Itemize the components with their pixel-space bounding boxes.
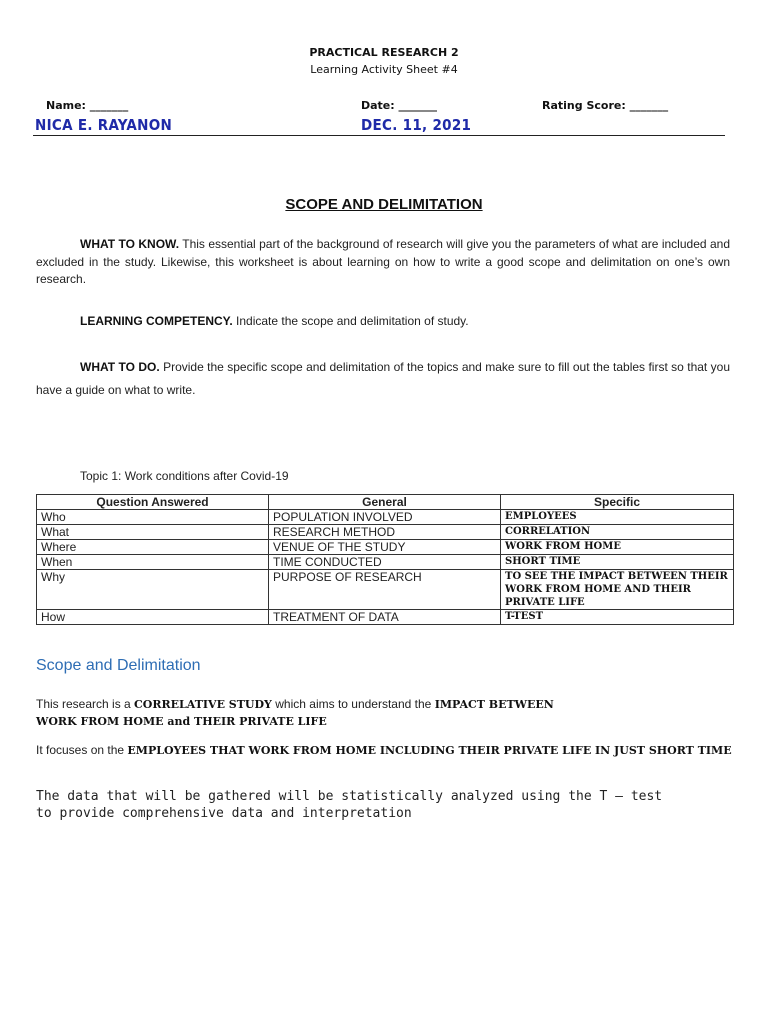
table-cell: PURPOSE OF RESEARCH (269, 570, 501, 610)
name-label: Name: _______ (46, 99, 129, 112)
table-cell: TIME CONDUCTED (269, 555, 501, 570)
scope-emphasis: WORK FROM HOME and THEIR PRIVATE LIFE (36, 715, 327, 728)
column-header: Specific (501, 495, 734, 510)
table-cell: VENUE OF THE STUDY (269, 540, 501, 555)
what-to-know-paragraph (36, 236, 730, 289)
table-cell: TREATMENT OF DATA (269, 610, 501, 625)
topic-label: Topic 1: Work conditions after Covid-19 (80, 469, 289, 483)
table-cell: How (37, 610, 269, 625)
table-cell: Where (37, 540, 269, 555)
table-header-row (37, 495, 734, 510)
competency-label: LEARNING COMPETENCY. (80, 314, 233, 328)
scope-paragraph-3: The data that will be gathered will be statistically analyzed using the T – test to provide comprehensive data and interpretation (36, 789, 663, 821)
what-to-do-paragraph (36, 356, 730, 402)
table-cell: TO SEE THE IMPACT BETWEEN THEIR WORK FROM HOME AND THEIR PRIVATE LIFE (501, 570, 734, 610)
what-to-do-text: Provide the specific scope and delimitation of the topics and make sure to fill out the tables first so that you have a guide on what to write. (36, 360, 731, 397)
what-to-do-label: WHAT TO DO. (80, 360, 160, 374)
scope-emphasis: CORRELATIVE STUDY (134, 698, 272, 711)
column-header: Question Answered (37, 495, 269, 510)
table-row (37, 555, 734, 570)
column-header: General (269, 495, 501, 510)
table-cell: POPULATION INVOLVED (269, 510, 501, 525)
scope-text: which aims to understand the (271, 697, 435, 711)
table-cell: EMPLOYEES (501, 510, 734, 525)
table-row (37, 540, 734, 555)
scope-paragraph-2 (36, 742, 736, 759)
table-row (37, 510, 734, 525)
table-cell: What (37, 525, 269, 540)
table-cell: WORK FROM HOME (501, 540, 734, 555)
sheet-title: Learning Activity Sheet #4 (310, 63, 458, 76)
table-cell: Who (37, 510, 269, 525)
scope-text: It focuses on the (36, 743, 128, 757)
table-row (37, 525, 734, 540)
header-rule (33, 135, 725, 136)
table-cell: CORRELATION (501, 525, 734, 540)
competency-text: Indicate the scope and delimitation of study. (232, 314, 469, 328)
scope-emphasis: IMPACT BETWEEN (434, 698, 554, 711)
scope-paragraph-1 (36, 696, 736, 730)
date-value: DEC. 11, 2021 (361, 116, 472, 134)
what-to-know-text: This essential part of the background of research will give you the parameters of what are included and excluded in the study. Likewise, this worksheet is about learning on how to write a good scope and delimitation on one’s own research. (36, 237, 730, 286)
table-row (37, 610, 734, 625)
table-cell: Why (37, 570, 269, 610)
what-to-know-label: WHAT TO KNOW. (80, 237, 180, 251)
date-label: Date: _______ (361, 99, 438, 112)
table-cell: When (37, 555, 269, 570)
scope-emphasis: EMPLOYEES THAT WORK FROM HOME INCLUDING THEIR PRIVATE LIFE IN JUST SHORT TIME (127, 744, 732, 757)
page-title: SCOPE AND DELIMITATION (285, 196, 483, 213)
scope-text: This research is a (36, 697, 135, 711)
table-cell: RESEARCH METHOD (269, 525, 501, 540)
scope-table (36, 494, 734, 625)
course-title: PRACTICAL RESEARCH 2 (309, 46, 459, 59)
table-cell: SHORT TIME (501, 555, 734, 570)
scope-heading: Scope and Delimitation (36, 657, 201, 674)
table-row (37, 570, 734, 610)
name-value: NICA E. RAYANON (35, 116, 173, 134)
table-cell: T-TEST (501, 610, 734, 625)
rating-score-label: Rating Score: _______ (542, 99, 669, 112)
competency-paragraph (36, 313, 730, 331)
